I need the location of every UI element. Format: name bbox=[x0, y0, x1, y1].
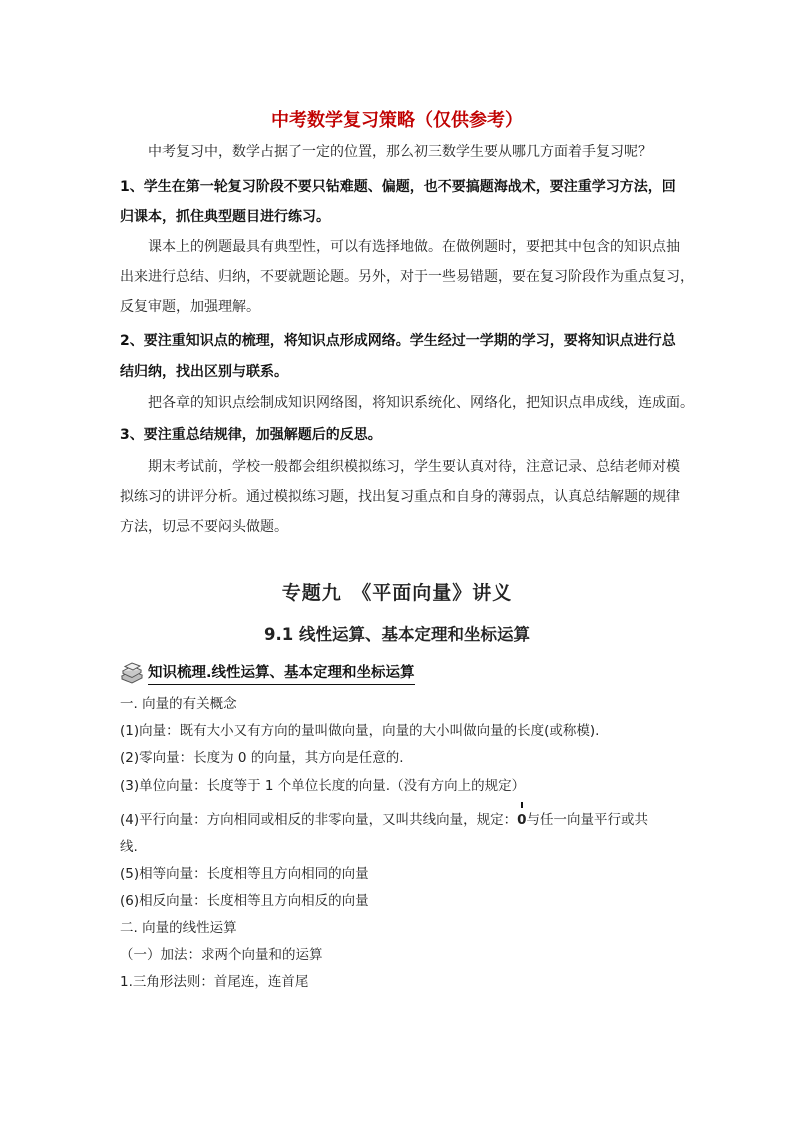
point-3-body-line-1: 期末考试前，学校一般都会组织模拟练习，学生要认真对待，注意记录、总结老师对模 bbox=[148, 459, 680, 475]
concept-item-3: (3)单位向量：长度等于 1 个单位长度的向量.（没有方向上的规定） bbox=[120, 778, 526, 794]
point-3-body-line-2: 拟练习的讲评分析。通过模拟练习题，找出复习重点和自身的薄弱点，认真总结解题的规律 bbox=[120, 489, 680, 505]
concept-item-4-continuation: 线. bbox=[120, 839, 138, 855]
point-2-heading-line-2: 结归纳，找出区别与联系。 bbox=[120, 364, 288, 380]
topic-title: 专题九 《平面向量》讲义 bbox=[281, 582, 513, 604]
document-title: 中考数学复习策略（仅供参考） bbox=[271, 110, 523, 131]
vector-arrow-mark bbox=[521, 802, 523, 808]
concepts-heading: 一. 向量的有关概念 bbox=[120, 696, 237, 712]
concept-item-6: (6)相反向量：长度相等且方向相反的向量 bbox=[120, 893, 369, 909]
knowledge-header bbox=[120, 660, 415, 686]
section-title: 9.1 线性运算、基本定理和坐标运算 bbox=[264, 625, 530, 644]
books-icon bbox=[120, 662, 144, 684]
point-1-heading-line-1: 1、学生在第一轮复习阶段不要只钻难题、偏题，也不要搞题海战术，要注重学习方法，回 bbox=[120, 179, 676, 195]
concept-item-4 bbox=[120, 810, 648, 830]
triangle-rule: 1.三角形法则：首尾连，连首尾 bbox=[120, 974, 309, 990]
intro-paragraph: 中考复习中，数学占据了一定的位置，那么初三数学生要从哪几方面着手复习呢？ bbox=[148, 144, 652, 160]
point-1-body-line-3: 反复审题，加强理解。 bbox=[120, 299, 260, 315]
concept-item-1: (1)向量：既有大小又有方向的量叫做向量，向量的大小叫做向量的长度(或称模). bbox=[120, 723, 600, 739]
zero-vector-label: 0 bbox=[517, 812, 527, 828]
concept-item-2: (2)零向量：长度为 0 的向量，其方向是任意的. bbox=[120, 750, 404, 766]
concept-item-5: (5)相等向量：长度相等且方向相同的向量 bbox=[120, 866, 369, 882]
point-3-body-line-3: 方法，切忌不要闷头做题。 bbox=[120, 519, 288, 535]
point-1-heading-line-2: 归课本，抓住典型题目进行练习。 bbox=[120, 209, 330, 225]
point-2-body-line-1: 把各章的知识点绘制成知识网络图，将知识系统化、网络化，把知识点串成线，连成面。 bbox=[148, 395, 694, 411]
point-1-body-line-1: 课本上的例题最具有典型性，可以有选择地做。在做例题时，要把其中包含的知识点抽 bbox=[148, 239, 680, 255]
zero-vector-symbol bbox=[517, 810, 526, 830]
point-1-body-line-2: 出来进行总结、归纳，不要就题论题。另外，对于一些易错题，要在复习阶段作为重点复习， bbox=[120, 269, 694, 285]
point-2-heading-line-1: 2、要注重知识点的梳理，将知识点形成网络。学生经过一学期的学习，要将知识点进行总 bbox=[120, 333, 676, 349]
concept-item-4-text-a: (4)平行向量：方向相同或相反的非零向量，又叫共线向量，规定： bbox=[120, 812, 518, 828]
knowledge-title: 知识梳理.线性运算、基本定理和坐标运算 bbox=[148, 661, 415, 685]
linear-ops-subheading: （一）加法：求两个向量和的运算 bbox=[120, 947, 323, 963]
concept-item-4-text-b: 与任一向量平行或共 bbox=[526, 812, 649, 828]
point-3-heading-line-1: 3、要注重总结规律，加强解题后的反思。 bbox=[120, 427, 382, 443]
linear-ops-heading: 二. 向量的线性运算 bbox=[120, 920, 237, 936]
